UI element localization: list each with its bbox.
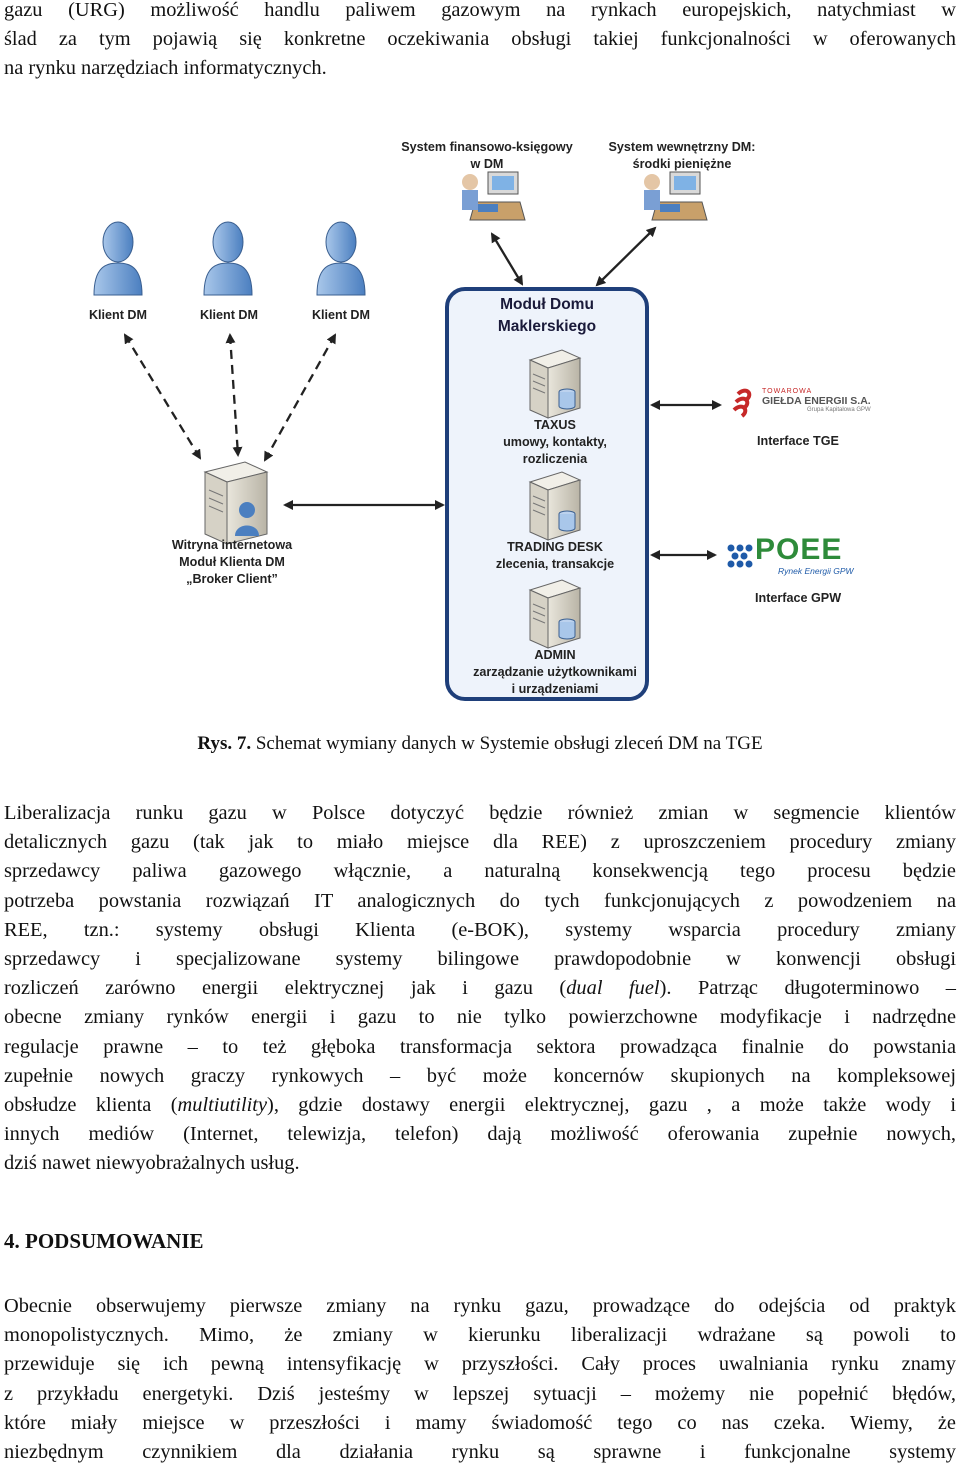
client-label: Klient DM — [88, 308, 148, 322]
body-paragraph — [4, 1292, 956, 1467]
label-line: zarządzanie użytkownikami — [473, 665, 637, 679]
intro-line: gazu (URG) możliwość handlu paliwem gazowym na rynkach europejskich, natychmiast w — [4, 0, 956, 21]
tge-logo-line: TOWAROWA — [762, 388, 813, 395]
label-line: „Broker Client” — [186, 572, 278, 586]
paragraph-line: innych mediów (Internet, telewizja, telefon) dają możliwość oferowania zupełnie nowych, — [4, 1123, 956, 1146]
figure-caption-text: Schemat wymiany danych w Systemie obsługi zleceń DM na TGE — [251, 733, 763, 754]
paragraph-line: sprzedawcy paliwa gazowego włącznie, a naturalną konsekwencją tego procesu będzie — [4, 860, 956, 883]
arrow — [597, 228, 655, 285]
label-line: i urządzeniami — [511, 682, 599, 696]
poee-logo: POEE — [755, 533, 843, 566]
tge-logo — [762, 388, 871, 413]
diagram — [0, 0, 960, 730]
paragraph-line: dziś nawet niewyobrażalnych usług. — [4, 1152, 300, 1175]
admin-label — [447, 647, 663, 698]
paragraph-line: sprzedawcy i specjalizowane systemy bilingowe prawdopodobnie w konwencji obsługi — [4, 948, 956, 971]
label-line: Moduł Klienta DM — [179, 555, 285, 569]
label-line: ADMIN — [534, 648, 576, 662]
web-portal-label — [140, 537, 324, 588]
label-line: TRADING DESK — [507, 540, 603, 554]
client-label: Klient DM — [311, 308, 371, 322]
arrow — [125, 335, 200, 458]
label-line: zlecenia, transakcje — [495, 557, 615, 571]
arrow — [230, 335, 238, 455]
paragraph-line: detalicznych gazu (tak jak to miało miejsce dla REE) z uproszczeniem procedury zmiany — [4, 831, 956, 854]
client-label: Klient DM — [199, 308, 259, 322]
label-line: Moduł Domu — [500, 296, 594, 313]
trading-server-icon — [530, 472, 580, 540]
workstation-icon — [462, 172, 525, 220]
section-heading: 4. PODSUMOWANIE — [4, 1229, 204, 1253]
paragraph-line: obsłudze klienta (multiutility), gdzie dostawy energii elektrycznej, gazu , a może także wody i — [4, 1094, 956, 1117]
interface-tge-label: Interface TGE — [757, 434, 839, 448]
label-line: Witryna internetowa — [171, 538, 293, 552]
paragraph-line: zupełnie nowych graczy rynkowych – być może koncernów skupionych na kompleksowej — [4, 1064, 956, 1087]
interface-gpw-label: Interface GPW — [755, 591, 842, 605]
label-line: Maklerskiego — [497, 318, 597, 335]
tge-logo-line: Grupa Kapitałowa GPW — [807, 407, 871, 413]
paragraph-line: REE, tzn.: systemy obsługi Klienta (e-BOK), systemy wsparcia procedury zmiany — [4, 918, 956, 941]
paragraph-line: przewiduje się ich pewną intensyfikację w przyszłości. Cały proces uwalniania rynku znamy — [4, 1353, 956, 1376]
paragraph-line: Obecnie obserwujemy pierwsze zmiany na rynku gazu, prowadzące do odejścia od praktyk — [4, 1295, 956, 1317]
label-line: System finansowo-księgowy — [401, 140, 573, 154]
poee-logo-dots-icon — [728, 545, 753, 568]
web-server-icon — [205, 462, 267, 544]
figure-caption — [0, 733, 960, 755]
body-paragraph — [4, 799, 956, 1179]
label-line: TAXUS — [534, 418, 576, 432]
paragraph-line: regulacje prawne – to też głęboka transformacja sektora prowadząca finalnie do powstania — [4, 1035, 956, 1058]
paragraph-line: Liberalizacja runku gazu w Polsce dotyczyć będzie również zmian w segmencie klientów — [4, 802, 956, 824]
label-line: w DM — [470, 157, 504, 171]
poee-logo-subtitle: Rynek Energii GPW — [778, 566, 854, 576]
label-line: rozliczenia — [522, 452, 588, 466]
paragraph-line: potrzeba powstania rozwiązań IT analogicznych do tych funkcjonujących z powodzeniem na — [4, 889, 956, 912]
module-title — [447, 294, 647, 338]
admin-server-icon — [530, 580, 580, 648]
client-person-icon — [94, 222, 142, 295]
intro-line: na rynku narzędziach informatycznych. — [4, 57, 327, 80]
intro-line: ślad za tym pojawią się konkretne oczekiwania obsługi takiej funkcjonalności w oferowanych — [4, 28, 956, 51]
paragraph-line: z przykładu energetyki. Dziś jesteśmy w lepszej sytuacji – możemy nie popełnić błędów, — [4, 1382, 956, 1405]
figure-label: Rys. 7. — [197, 733, 252, 754]
client-person-icon — [317, 222, 365, 295]
paragraph-line: rozliczeń zarówno energii elektrycznej jak i gazu (dual fuel). Patrząc długoterminowo – — [4, 977, 956, 1000]
internal-system-label — [590, 139, 774, 173]
tge-logo-line: GIEŁDA ENERGII S.A. — [762, 395, 871, 407]
paragraph-line: monopolistycznych. Mimo, że zmiany w kierunku liberalizacji wdrażane są powoli to — [4, 1324, 956, 1347]
workstation-icon — [644, 172, 707, 220]
taxus-label — [447, 417, 663, 468]
finance-system-label — [392, 139, 582, 173]
tge-logo-icon — [734, 391, 749, 416]
arrow — [492, 234, 522, 284]
label-line: System wewnętrzny DM: — [608, 140, 756, 154]
paragraph-line: które miały miejsce w przeszłości i mamy świadomość tego co nas czeka. Wiemy, że — [4, 1411, 956, 1434]
trading-desk-label — [447, 539, 663, 573]
label-line: umowy, kontakty, — [503, 435, 607, 449]
paragraph-line: niezbędnym czynnikiem dla działania rynku są sprawne i funkcjonalne systemy — [4, 1441, 956, 1464]
taxus-server-icon — [530, 350, 580, 418]
label-line: środki pieniężne — [632, 157, 732, 171]
arrow — [265, 335, 335, 460]
paragraph-line: obecne zmiany rynków energii i gazu to nie tylko powierzchowne modyfikacje i nadrzędne — [4, 1006, 956, 1029]
client-person-icon — [204, 222, 252, 295]
